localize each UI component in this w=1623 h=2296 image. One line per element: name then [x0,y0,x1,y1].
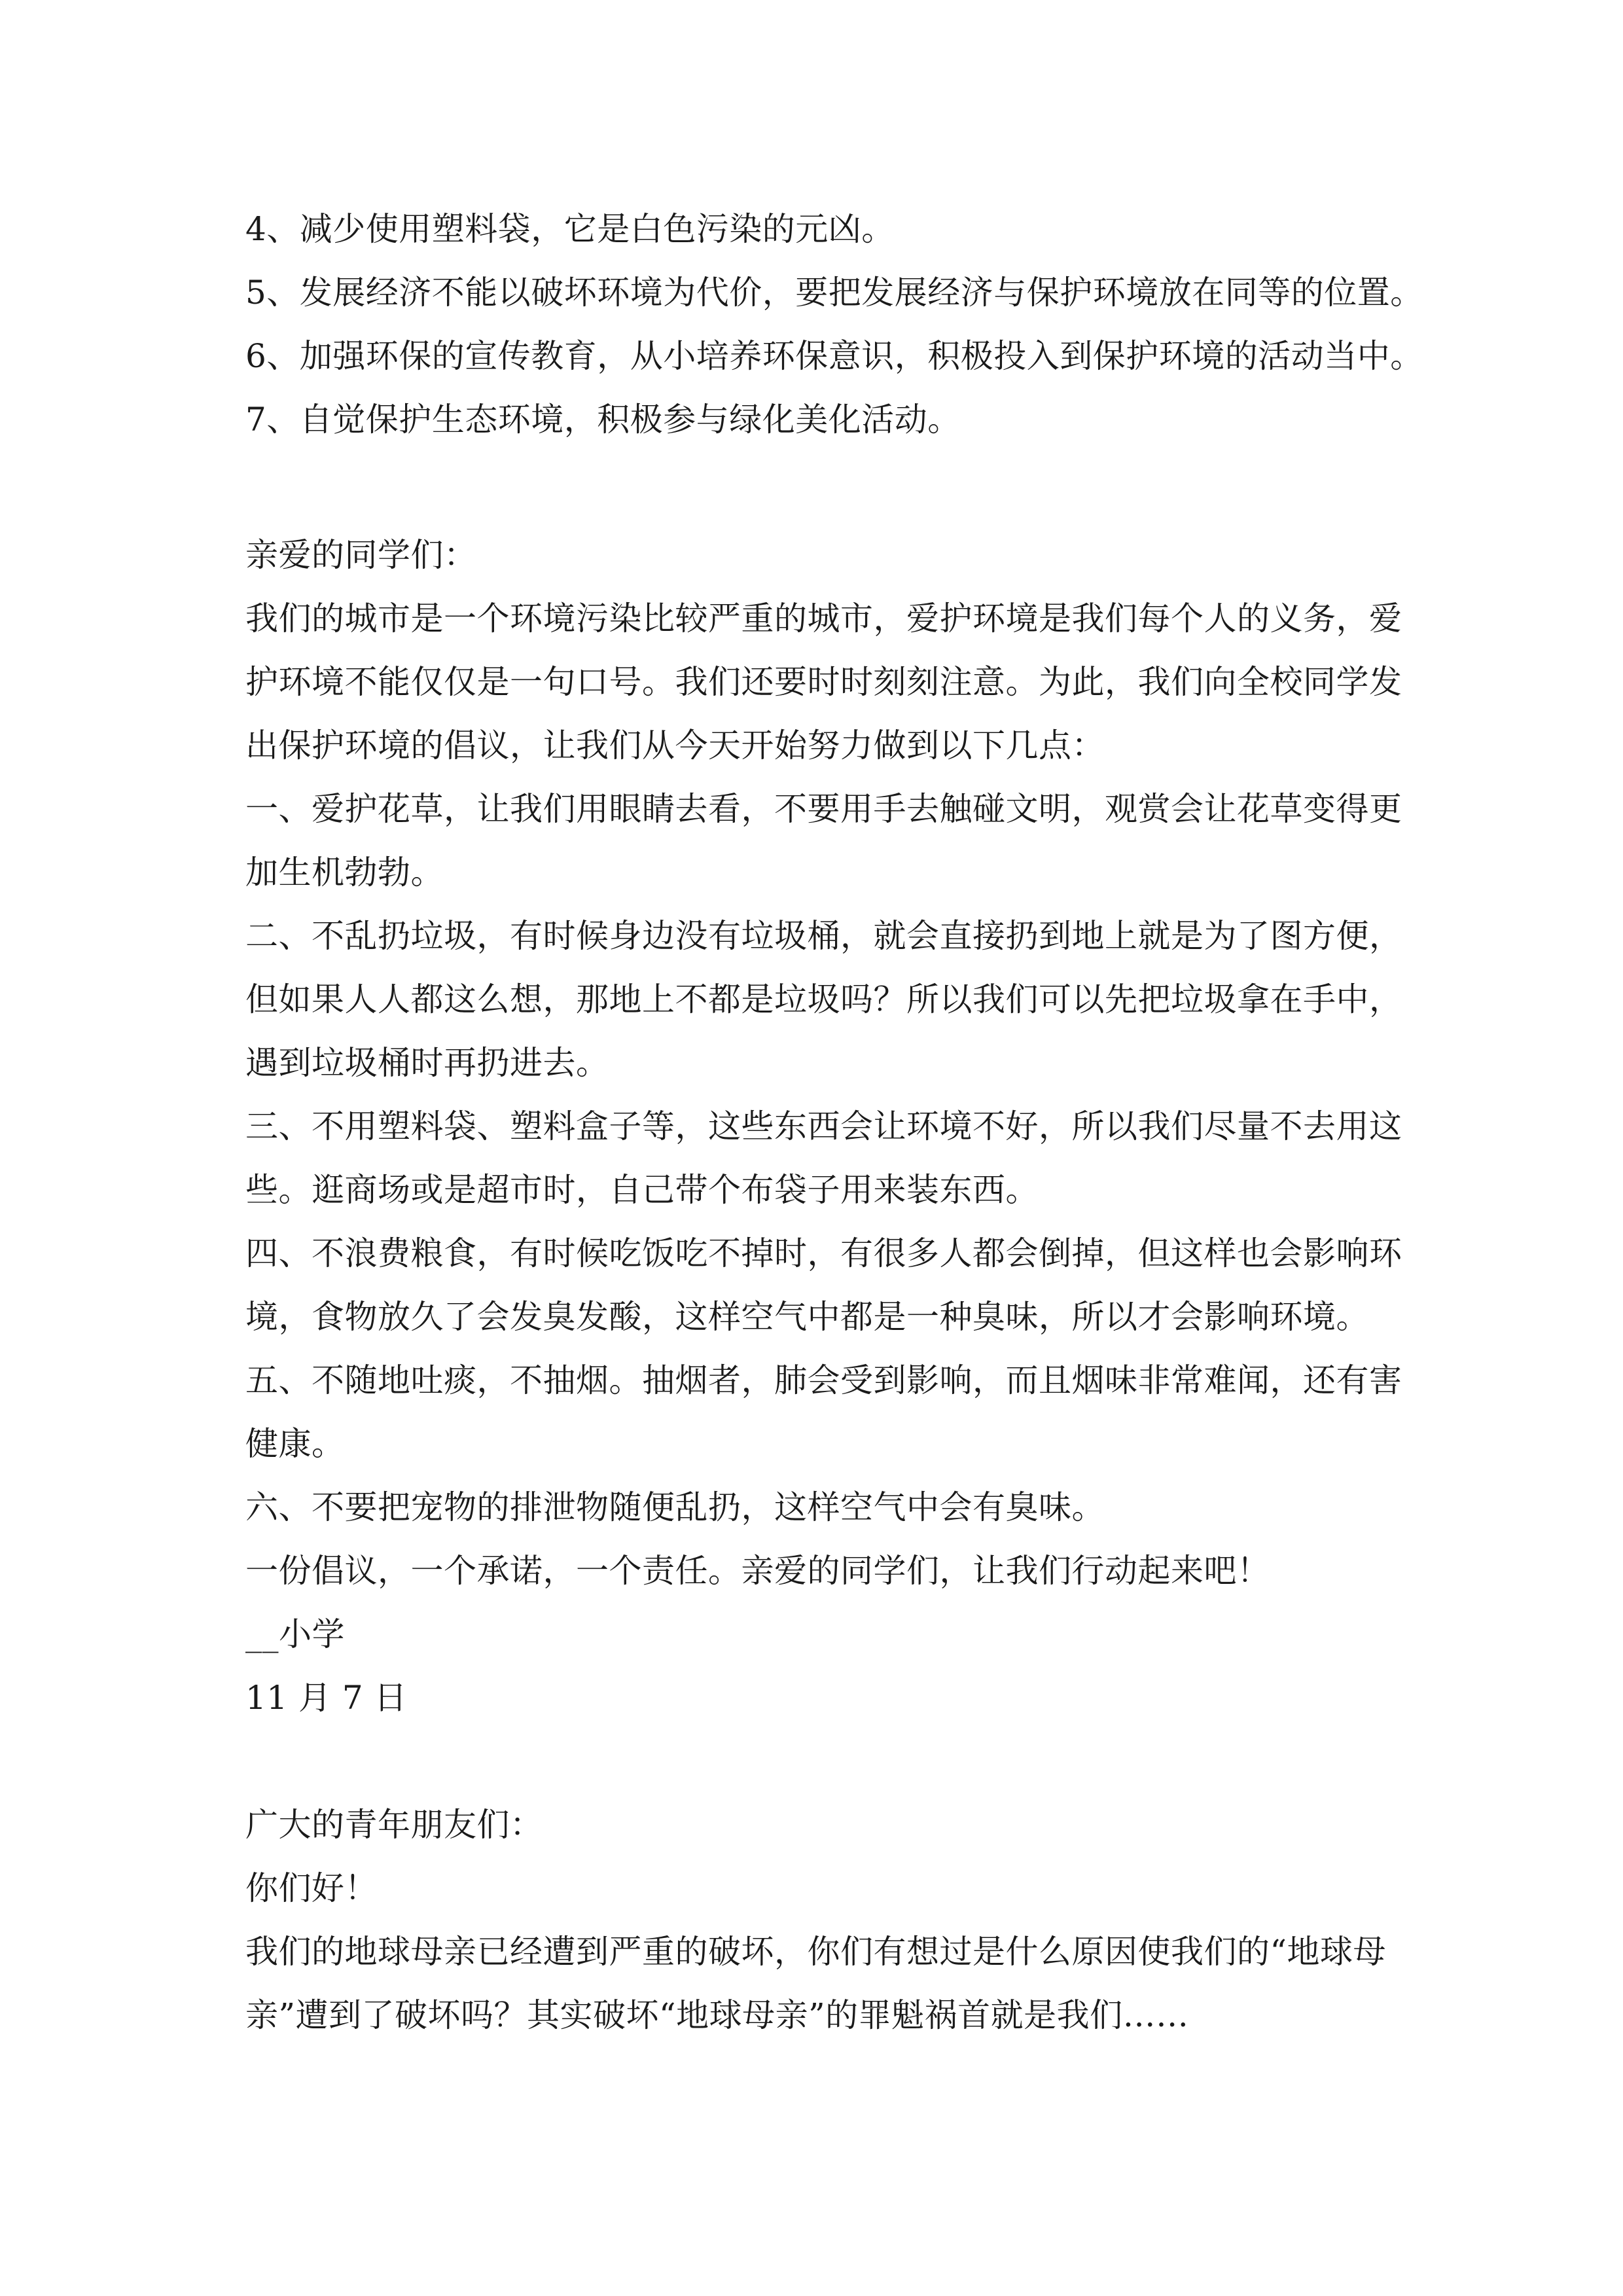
paragraph-line: 我们的城市是一个环境污染比较严重的城市，爱护环境是我们每个人的义务，爱 [245,600,1402,637]
paragraph-line: 五、不随地吐痰，不抽烟。抽烟者，肺会受到影响，而且烟味非常难闻，还有害 [245,1361,1402,1399]
paragraph-line: 但如果人人都这么想，那地上不都是垃圾吗？所以我们可以先把垃圾拿在手中， [245,980,1402,1018]
paragraph-line: 一、爱护花草，让我们用眼睛去看，不要用手去触碰文明，观赏会让花草变得更 [245,790,1402,828]
paragraph-line: 六、不要把宠物的排泄物随便乱扔，这样空气中会有臭味。 [245,1488,1105,1526]
youth-letter [245,1793,1397,2047]
paragraph-line: 6、加强环保的宣传教育，从小培养环保意识，积极投入到保护环境的活动当中。 [245,337,1423,375]
paragraph-line: 四、不浪费粮食，有时候吃饭吃不掉时，有很多人都会倒掉，但这样也会影响环 [245,1234,1402,1272]
paragraph-line: 亲”遭到了破坏吗？其实破坏“地球母亲”的罪魁祸首就是我们…… [245,1996,1189,2034]
environment-suggestions-list [245,198,1423,452]
paragraph-line: 我们的地球母亲已经遭到严重的破坏，你们有想过是什么原因使我们的“地球母 [245,1933,1387,1971]
paragraph-line: 出保护环境的倡议，让我们从今天开始努力做到以下几点： [245,726,1105,764]
paragraph-line: 健康。 [245,1425,345,1463]
paragraph-line: 些。逛商场或是超市时，自己带个布袋子用来装东西。 [245,1171,1039,1209]
school-proposal-letter [245,524,1402,1730]
salutation: 亲爱的同学们： [245,536,477,574]
paragraph-line: 二、不乱扔垃圾，有时候身边没有垃圾桶，就会直接扔到地上就是为了图方便， [245,917,1402,955]
signature-date: 11 月 7 日 [245,1679,408,1717]
paragraph-line: 4、减少使用塑料袋，它是白色污染的元凶。 [245,210,895,248]
paragraph-line: 加生机勃勃。 [245,853,444,891]
salutation: 广大的青年朋友们： [245,1806,543,1844]
greeting: 你们好！ [245,1869,378,1907]
paragraph-line: 遇到垃圾桶时再扔进去。 [245,1044,609,1082]
paragraph-line: 7、自觉保护生态环境，积极参与绿化美化活动。 [245,401,961,439]
signature-school: __小学 [245,1615,345,1653]
paragraph-line: 境，食物放久了会发臭发酸，这样空气中都是一种臭味，所以才会影响环境。 [245,1298,1369,1336]
paragraph-line: 5、发展经济不能以破坏环境为代价，要把发展经济与保护环境放在同等的位置。 [245,274,1423,312]
paragraph-line: 三、不用塑料袋、塑料盒子等，这些东西会让环境不好，所以我们尽量不去用这 [245,1107,1402,1145]
paragraph-line: 护环境不能仅仅是一句口号。我们还要时时刻刻注意。为此，我们向全校同学发 [245,663,1402,701]
paragraph-line: 一份倡议，一个承诺，一个责任。亲爱的同学们，让我们行动起来吧！ [245,1552,1270,1590]
